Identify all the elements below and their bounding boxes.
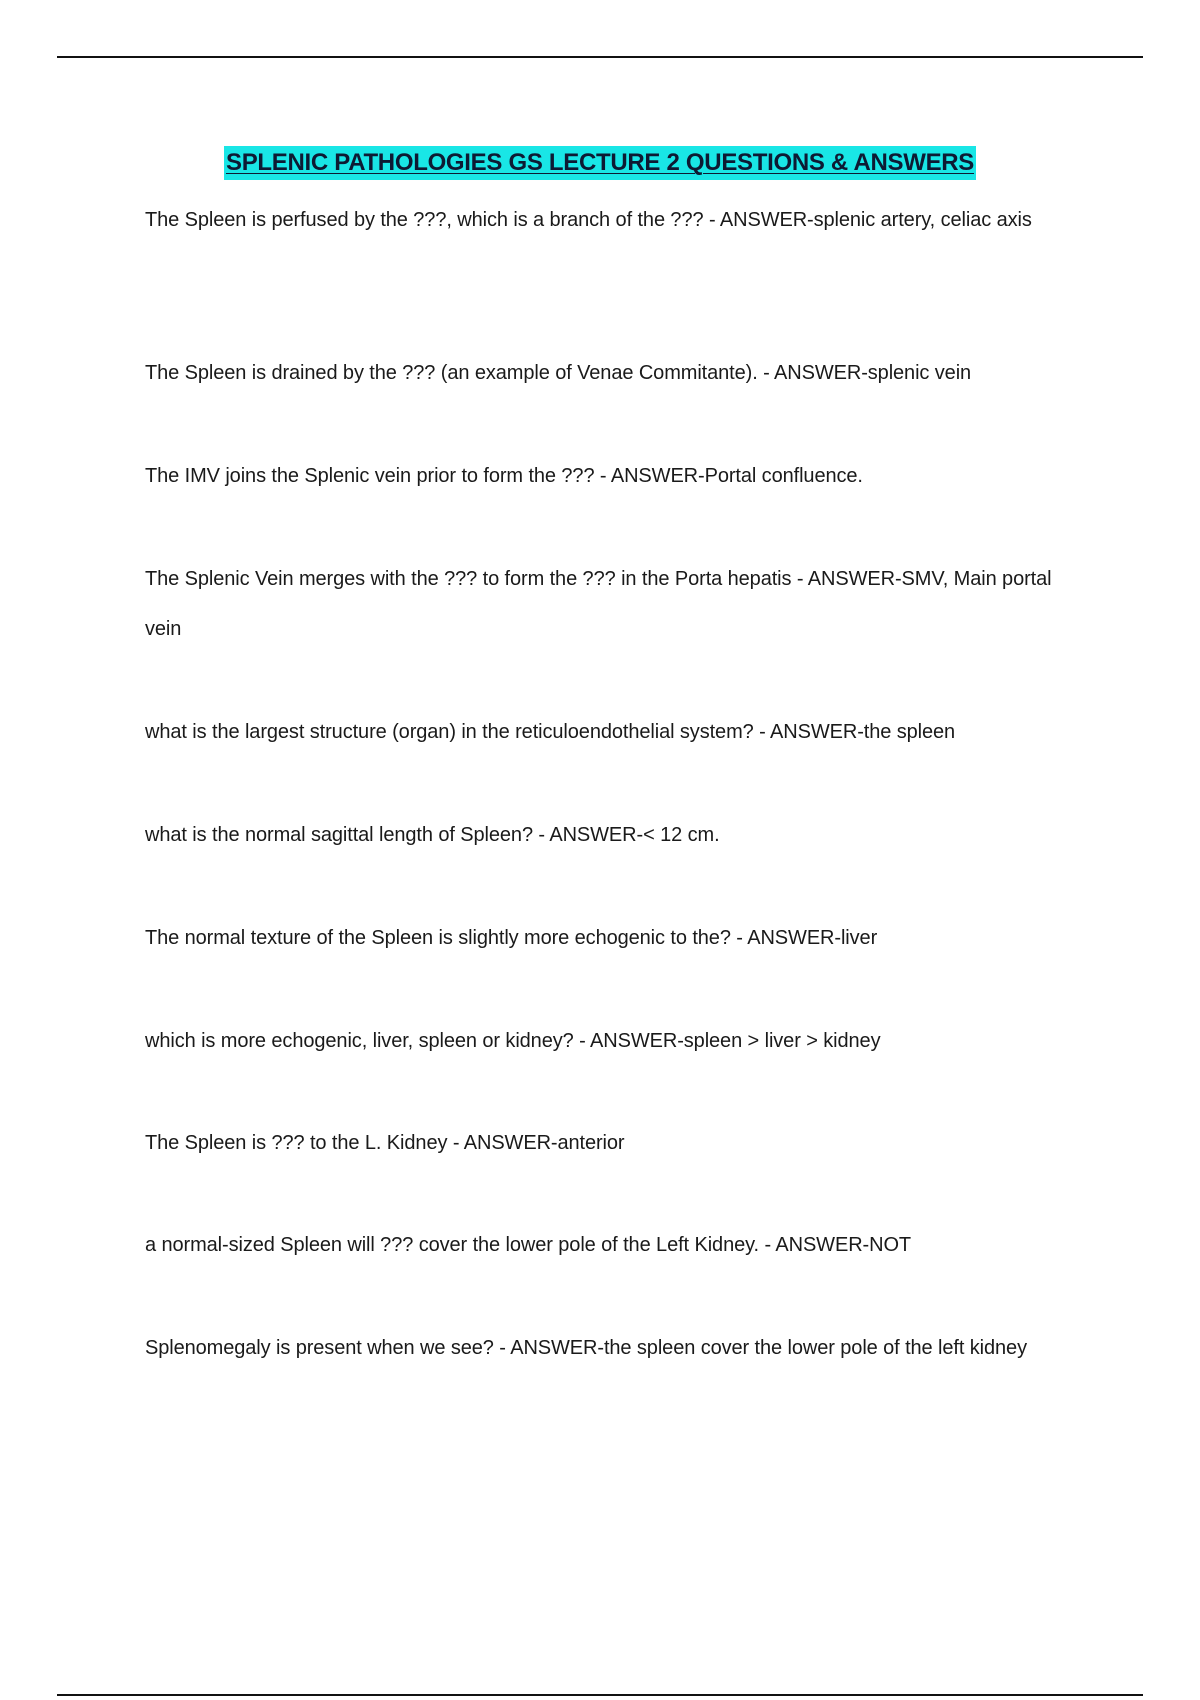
- qa-item: The Splenic Vein merges with the ??? to form the ??? in the Porta hepatis - ANSWER-SMV, Main portal vein: [145, 568, 1052, 640]
- qa-item: which is more echogenic, liver, spleen or kidney? - ANSWER-spleen > liver > kidney: [145, 1030, 881, 1052]
- qa-item: The Spleen is drained by the ??? (an example of Venae Commitante). - ANSWER-splenic vein: [145, 362, 972, 384]
- qa-item: what is the largest structure (organ) in the reticuloendothelial system? - ANSWER-the spleen: [145, 721, 956, 743]
- qa-item: The Spleen is perfused by the ???, which is a branch of the ??? - ANSWER-splenic artery, celiac axis: [145, 209, 1032, 231]
- qa-item: Splenomegaly is present when we see? - ANSWER-the spleen cover the lower pole of the left kidney: [145, 1337, 1027, 1359]
- qa-item: The Spleen is ??? to the L. Kidney - ANSWER-anterior: [145, 1132, 625, 1154]
- title-container: [0, 146, 1200, 180]
- document-title: SPLENIC PATHOLOGIES GS LECTURE 2 QUESTIONS & ANSWERS: [224, 146, 976, 180]
- qa-item: what is the normal sagittal length of Spleen? - ANSWER-< 12 cm.: [145, 824, 720, 846]
- qa-item: a normal-sized Spleen will ??? cover the lower pole of the Left Kidney. - ANSWER-NOT: [145, 1234, 912, 1256]
- bottom-rule: [57, 1694, 1143, 1696]
- qa-item: The normal texture of the Spleen is slightly more echogenic to the? - ANSWER-liver: [145, 927, 878, 949]
- qa-item: The IMV joins the Splenic vein prior to form the ??? - ANSWER-Portal confluence.: [145, 465, 863, 487]
- top-rule: [57, 56, 1143, 58]
